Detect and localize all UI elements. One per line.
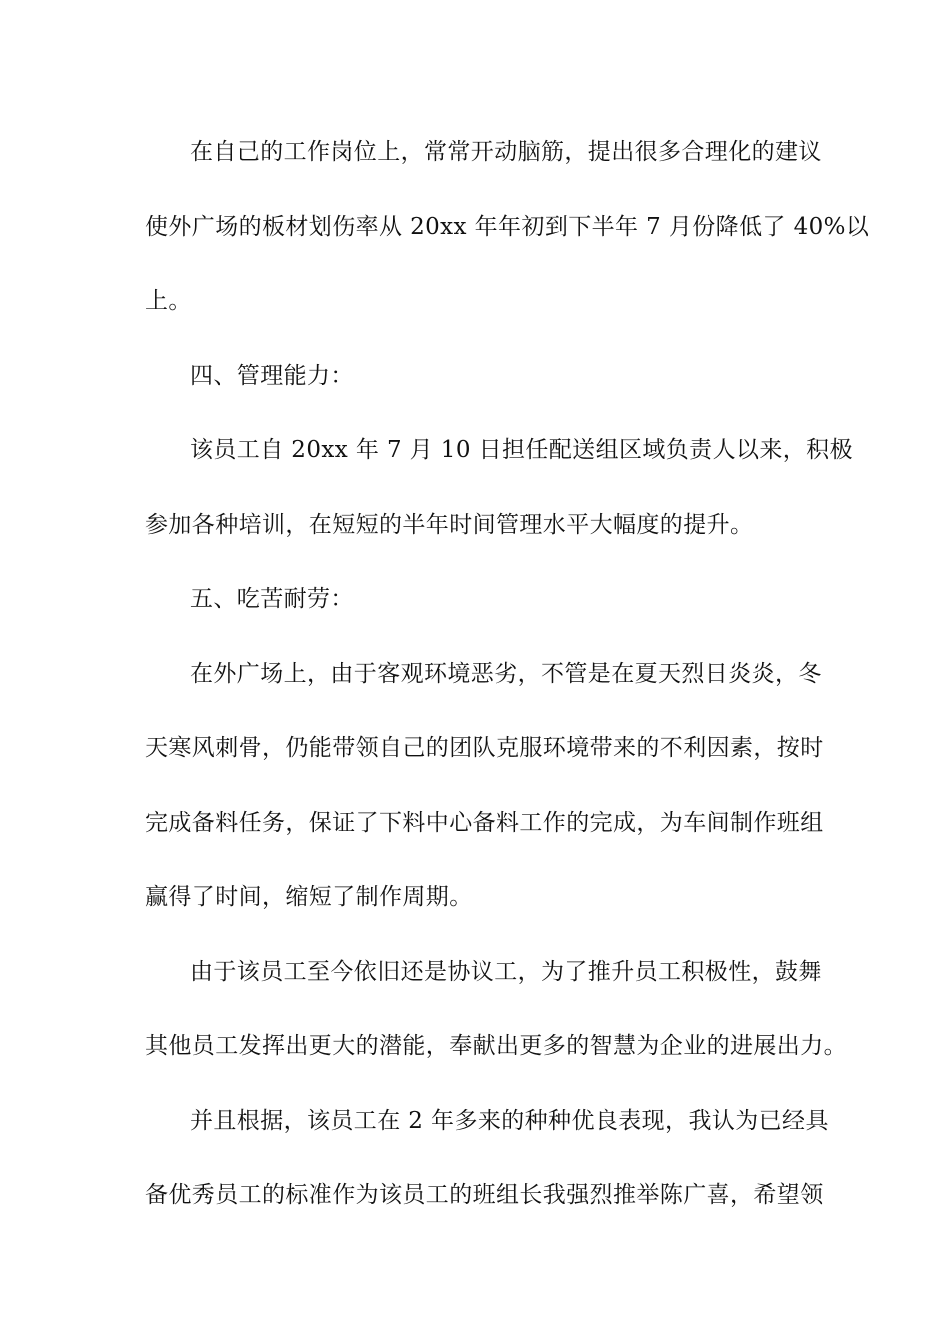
section-heading: 五、吃苦耐劳：	[190, 586, 354, 612]
paragraph-line: 其他员工发挥出更大的潜能，奉献出更多的智慧为企业的进展出力。	[145, 1033, 847, 1059]
paragraph-line: 天寒风刺骨，仍能带领自己的团队克服环境带来的不利因素，按时	[145, 735, 824, 761]
paragraph-line: 由于该员工至今依旧还是协议工，为了推升员工积极性，鼓舞	[190, 959, 822, 985]
paragraph-line: 使外广场的板材划伤率从 20xx 年年初到下半年 7 月份降低了 40%以	[145, 214, 870, 240]
paragraph-line: 完成备料任务，保证了下料中心备料工作的完成，为车间制作班组	[145, 810, 824, 836]
paragraph-line: 在自己的工作岗位上，常常开动脑筋，提出很多合理化的建议	[190, 139, 822, 165]
paragraph-line: 备优秀员工的标准作为该员工的班组长我强烈推举陈广喜，希望领	[145, 1182, 824, 1208]
paragraph-line: 参加各种培训，在短短的半年时间管理水平大幅度的提升。	[145, 512, 754, 538]
section-heading: 四、管理能力：	[190, 363, 354, 389]
paragraph-line: 该员工自 20xx 年 7 月 10 日担任配送组区域负责人以来，积极	[190, 437, 853, 463]
paragraph-line: 上。	[145, 288, 192, 314]
paragraph-line: 并且根据，该员工在 2 年多来的种种优良表现，我认为已经具	[190, 1108, 829, 1134]
paragraph-line: 赢得了时间，缩短了制作周期。	[145, 884, 473, 910]
paragraph-line: 在外广场上，由于客观环境恶劣，不管是在夏天烈日炎炎，冬	[190, 661, 822, 687]
